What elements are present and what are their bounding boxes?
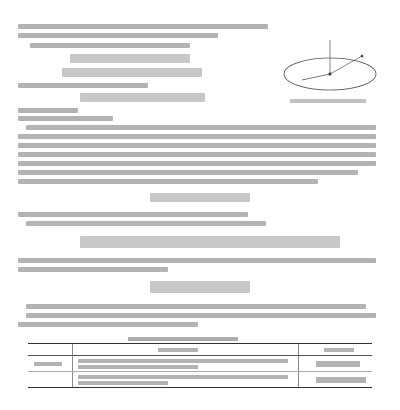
summary-table — [28, 343, 372, 388]
table-row — [28, 356, 372, 372]
table-header-row — [28, 344, 372, 356]
table-row — [28, 372, 372, 387]
figure-caption — [290, 99, 366, 103]
orbit-figure — [278, 36, 382, 102]
table-caption — [128, 337, 238, 341]
